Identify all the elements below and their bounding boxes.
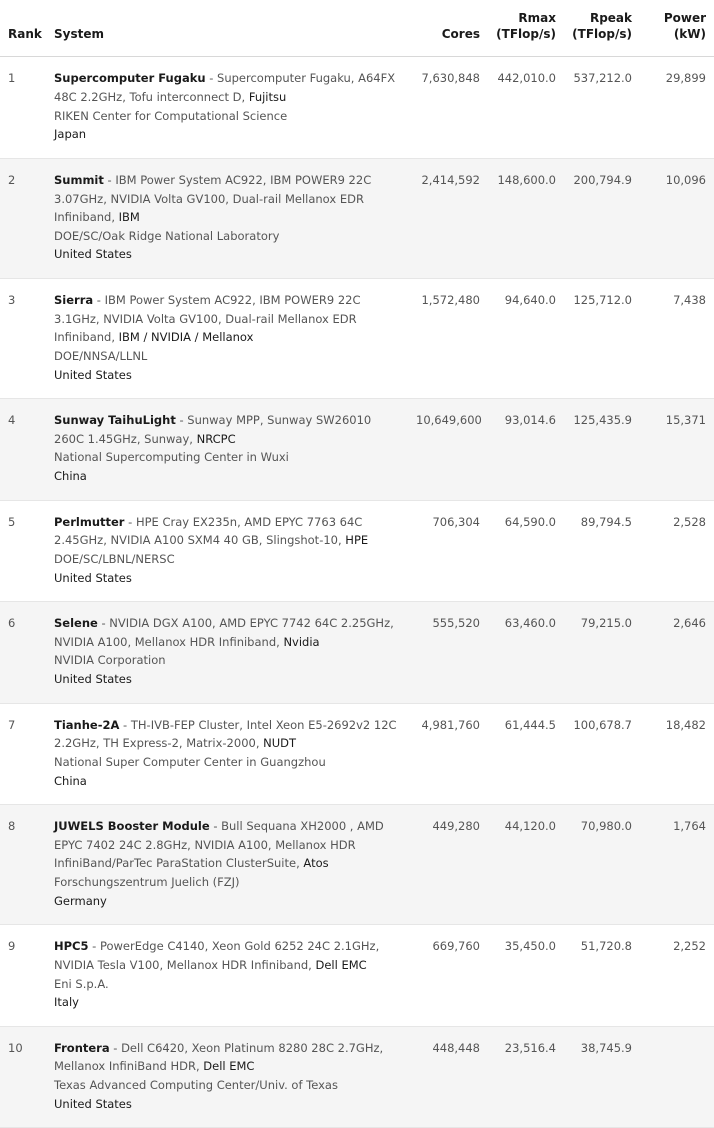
cell-rmax: 63,460.0 bbox=[488, 602, 564, 704]
system-country: United States bbox=[54, 570, 132, 585]
system-description bbox=[54, 817, 400, 873]
system-vendor-link[interactable]: Fujitsu bbox=[248, 90, 287, 104]
system-country: Italy bbox=[54, 995, 79, 1010]
cell-rpeak: 125,712.0 bbox=[564, 279, 640, 399]
cell-power: 29,899 bbox=[640, 57, 714, 159]
system-description bbox=[54, 1039, 400, 1076]
system-name-link[interactable]: Sierra bbox=[54, 293, 94, 307]
system-site[interactable]: Forschungszentrum Juelich (FZJ) bbox=[54, 875, 240, 889]
cell-power: 2,252 bbox=[640, 925, 714, 1027]
cell-rmax: 442,010.0 bbox=[488, 57, 564, 159]
system-spec-text: - Bull Sequana XH2000 , AMD EPYC 7402 24C 2.8GHz, NVIDIA A100, Mellanox HDR InfiniBand/ParTec ParaStation ClusterSuite, bbox=[54, 819, 384, 871]
cell-rmax: 93,014.6 bbox=[488, 399, 564, 501]
column-header-system-label: System bbox=[54, 27, 104, 42]
cell-rpeak: 100,678.7 bbox=[564, 703, 640, 805]
cell-system bbox=[46, 279, 408, 399]
system-site[interactable]: DOE/SC/Oak Ridge National Laboratory bbox=[54, 228, 280, 243]
cell-rpeak: 51,720.8 bbox=[564, 925, 640, 1027]
cell-system bbox=[46, 158, 408, 278]
cell-cores: 448,448 bbox=[408, 1026, 488, 1128]
system-site[interactable]: Eni S.p.A. bbox=[54, 976, 109, 991]
cell-rpeak: 89,794.5 bbox=[564, 500, 640, 602]
cell-rmax: 148,600.0 bbox=[488, 158, 564, 278]
system-country: United States bbox=[54, 672, 132, 686]
system-description bbox=[54, 69, 400, 106]
cell-cores: 449,280 bbox=[408, 805, 488, 925]
system-description bbox=[54, 716, 400, 753]
cell-system bbox=[46, 925, 408, 1027]
cell-cores: 555,520 bbox=[408, 602, 488, 704]
cell-rmax: 64,590.0 bbox=[488, 500, 564, 602]
system-description bbox=[54, 937, 400, 974]
cell-system bbox=[46, 703, 408, 805]
cell-rpeak: 70,980.0 bbox=[564, 805, 640, 925]
table-row[interactable] bbox=[0, 500, 714, 602]
system-spec-text: - Supercomputer Fugaku, A64FX 48C 2.2GHz, Tofu interconnect D, bbox=[54, 71, 396, 104]
cell-system bbox=[46, 1026, 408, 1128]
column-header-power[interactable] bbox=[640, 0, 714, 57]
system-spec-text: - HPE Cray EX235n, AMD EPYC 7763 64C 2.45GHz, NVIDIA A100 SXM4 40 GB, Slingshot-10, bbox=[54, 514, 363, 548]
column-header-rpeak-label: Rpeak bbox=[589, 11, 632, 25]
cell-rank: 8 bbox=[0, 805, 46, 925]
system-vendor-link[interactable]: Dell EMC bbox=[203, 1059, 255, 1074]
table-row[interactable] bbox=[0, 158, 714, 278]
table-body bbox=[0, 57, 714, 1128]
system-spec-text: - Sunway MPP, Sunway SW26010 260C 1.45GHz, Sunway, bbox=[54, 413, 372, 446]
column-header-rank[interactable] bbox=[0, 0, 46, 57]
cell-cores: 706,304 bbox=[408, 500, 488, 602]
table-row[interactable] bbox=[0, 925, 714, 1027]
system-name-link[interactable]: Selene bbox=[54, 616, 98, 631]
system-site[interactable]: DOE/NNSA/LLNL bbox=[54, 348, 148, 363]
system-name-link[interactable]: Sunway TaihuLight bbox=[54, 413, 176, 428]
system-spec-text: - PowerEdge C4140, Xeon Gold 6252 24C 2.1GHz, NVIDIA Tesla V100, Mellanox HDR Infiniband, bbox=[54, 939, 380, 972]
system-country: Germany bbox=[54, 893, 107, 908]
cell-power: 2,646 bbox=[640, 602, 714, 704]
cell-power: 15,371 bbox=[640, 399, 714, 501]
system-spec-text: - Dell C6420, Xeon Platinum 8280 28C 2.7GHz, Mellanox InfiniBand HDR, bbox=[54, 1040, 384, 1074]
cell-cores: 669,760 bbox=[408, 925, 488, 1027]
cell-system bbox=[46, 602, 408, 704]
system-spec-text: - IBM Power System AC922, IBM POWER9 22C 3.1GHz, NVIDIA Volta GV100, Dual-rail Mellanox EDR Infiniband, bbox=[54, 293, 361, 345]
cell-power: 18,482 bbox=[640, 703, 714, 805]
column-header-rpeak-unit: (TFlop/s) bbox=[572, 27, 632, 42]
system-name-link[interactable]: Supercomputer Fugaku bbox=[54, 71, 206, 86]
table-header-row bbox=[0, 0, 714, 57]
table-row[interactable] bbox=[0, 805, 714, 925]
system-description bbox=[54, 411, 400, 448]
column-header-rmax[interactable] bbox=[488, 0, 564, 57]
column-header-system[interactable] bbox=[46, 0, 408, 57]
column-header-cores-label: Cores bbox=[441, 27, 480, 42]
system-vendor-link[interactable]: NUDT bbox=[263, 736, 297, 751]
system-country: Japan bbox=[54, 127, 87, 142]
cell-rpeak: 125,435.9 bbox=[564, 399, 640, 501]
cell-rpeak: 200,794.9 bbox=[564, 158, 640, 278]
cell-rpeak: 38,745.9 bbox=[564, 1026, 640, 1128]
system-name-link[interactable]: Frontera bbox=[54, 1040, 110, 1055]
cell-rank: 7 bbox=[0, 703, 46, 805]
cell-rank: 6 bbox=[0, 602, 46, 704]
table-row[interactable] bbox=[0, 602, 714, 704]
cell-rank: 9 bbox=[0, 925, 46, 1027]
table-row[interactable] bbox=[0, 57, 714, 159]
cell-system bbox=[46, 805, 408, 925]
cell-rmax: 23,516.4 bbox=[488, 1026, 564, 1128]
cell-rank: 10 bbox=[0, 1026, 46, 1128]
cell-rmax: 94,640.0 bbox=[488, 279, 564, 399]
table-row[interactable] bbox=[0, 703, 714, 805]
cell-power: 7,438 bbox=[640, 279, 714, 399]
system-vendor-link[interactable]: Nvidia bbox=[283, 634, 320, 649]
system-site[interactable]: RIKEN Center for Computational Science bbox=[54, 108, 288, 123]
table-header bbox=[0, 0, 714, 57]
column-header-cores[interactable] bbox=[408, 0, 488, 57]
column-header-rmax-unit: (TFlop/s) bbox=[496, 27, 556, 42]
system-spec-text: - NVIDIA DGX A100, AMD EPYC 7742 64C 2.25GHz, NVIDIA A100, Mellanox HDR Infiniband, bbox=[54, 616, 394, 649]
cell-cores: 7,630,848 bbox=[408, 57, 488, 159]
column-header-rank-label: Rank bbox=[8, 27, 42, 42]
system-site[interactable]: Texas Advanced Computing Center/Univ. of Texas bbox=[54, 1078, 338, 1092]
table-row[interactable] bbox=[0, 1026, 714, 1128]
system-vendor-link[interactable]: HPE bbox=[345, 533, 369, 548]
cell-rank: 3 bbox=[0, 279, 46, 399]
system-site[interactable]: DOE/SC/LBNL/NERSC bbox=[54, 551, 175, 566]
system-vendor-link[interactable]: NRCPC bbox=[196, 431, 236, 446]
system-spec-text: - IBM Power System AC922, IBM POWER9 22C 3.07GHz, NVIDIA Volta GV100, Dual-rail Mellanox EDR Infiniband, bbox=[54, 172, 372, 225]
cell-cores: 4,981,760 bbox=[408, 703, 488, 805]
column-header-rmax-label: Rmax bbox=[518, 11, 556, 25]
system-country: China bbox=[54, 469, 87, 483]
system-country: United States bbox=[54, 367, 132, 382]
system-name-link[interactable]: Perlmutter bbox=[54, 514, 125, 529]
cell-rank: 1 bbox=[0, 57, 46, 159]
cell-system bbox=[46, 500, 408, 602]
cell-system bbox=[46, 399, 408, 501]
cell-rank: 2 bbox=[0, 158, 46, 278]
column-header-power-unit: (kW) bbox=[673, 27, 706, 42]
system-site[interactable]: NVIDIA Corporation bbox=[54, 653, 166, 668]
system-name-link[interactable]: JUWELS Booster Module bbox=[54, 819, 210, 834]
cell-power: 1,764 bbox=[640, 805, 714, 925]
cell-system bbox=[46, 57, 408, 159]
system-vendor-link[interactable]: IBM / NVIDIA / Mellanox bbox=[118, 330, 254, 345]
system-country: United States bbox=[54, 247, 132, 262]
cell-cores: 2,414,592 bbox=[408, 158, 488, 278]
cell-rmax: 61,444.5 bbox=[488, 703, 564, 805]
cell-rank: 4 bbox=[0, 399, 46, 501]
cell-power: 10,096 bbox=[640, 158, 714, 278]
system-description bbox=[54, 513, 400, 550]
system-country: United States bbox=[54, 1096, 132, 1111]
system-vendor-link[interactable]: IBM bbox=[118, 210, 140, 225]
column-header-rpeak[interactable] bbox=[564, 0, 640, 57]
system-name-link[interactable]: HPC5 bbox=[54, 939, 89, 954]
system-description bbox=[54, 171, 400, 227]
system-description bbox=[54, 291, 400, 347]
column-header-power-label: Power bbox=[663, 11, 706, 25]
cell-cores: 10,649,600 bbox=[408, 399, 488, 501]
system-vendor-link[interactable]: Atos bbox=[303, 856, 329, 871]
table-row[interactable] bbox=[0, 279, 714, 399]
cell-power bbox=[640, 1026, 714, 1128]
system-name-link[interactable]: Tianhe-2A bbox=[54, 717, 120, 732]
cell-rpeak: 537,212.0 bbox=[564, 57, 640, 159]
cell-rank: 5 bbox=[0, 500, 46, 602]
table-row[interactable] bbox=[0, 399, 714, 501]
system-site[interactable]: National Supercomputing Center in Wuxi bbox=[54, 450, 289, 465]
system-site[interactable]: National Super Computer Center in Guangzhou bbox=[54, 754, 326, 769]
system-spec-text: - TH-IVB-FEP Cluster, Intel Xeon E5-2692v2 12C 2.2GHz, TH Express-2, Matrix-2000, bbox=[54, 717, 397, 751]
system-name-link[interactable]: Summit bbox=[54, 172, 104, 187]
cell-cores: 1,572,480 bbox=[408, 279, 488, 399]
system-description bbox=[54, 614, 400, 651]
cell-rpeak: 79,215.0 bbox=[564, 602, 640, 704]
system-vendor-link[interactable]: Dell EMC bbox=[315, 957, 367, 972]
cell-rmax: 44,120.0 bbox=[488, 805, 564, 925]
cell-rmax: 35,450.0 bbox=[488, 925, 564, 1027]
system-country: China bbox=[54, 773, 87, 788]
cell-power: 2,528 bbox=[640, 500, 714, 602]
